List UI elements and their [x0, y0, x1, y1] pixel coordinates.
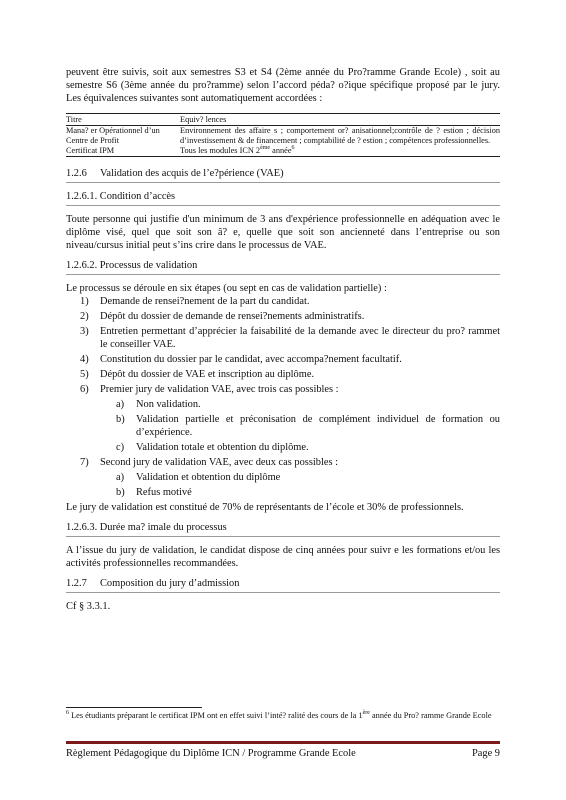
- row-equivalences-text-end: année: [270, 146, 292, 155]
- sub-list-item: [100, 441, 500, 454]
- superscript: ère: [362, 710, 370, 717]
- footnote-mark: 6: [66, 710, 69, 717]
- footnote-text: Les étudiants préparant le certificat IPM ont en effet suivi l’inté? ralité des cours de la 1: [69, 711, 363, 720]
- process-steps-list: [66, 295, 500, 499]
- duration-paragraph: A l’issue du jury de validation, le candidat dispose de cinq années pour suivr e les formations et/ou les activités professionnelles recommandées.: [66, 545, 500, 569]
- superscript: ème: [260, 145, 271, 152]
- sub-text: Validation et obtention du diplôme: [136, 472, 281, 483]
- section-number: 1.2.6: [66, 168, 87, 179]
- step-text: Dépôt du dossier de VAE et inscription au diplôme.: [100, 369, 315, 380]
- step-text: Constitution du dossier par le candidat, avec accompa?nement facultatif.: [100, 354, 402, 365]
- sub-marker: a): [116, 399, 125, 410]
- sub-marker: b): [116, 487, 125, 498]
- sub-list-item: [100, 413, 500, 439]
- equivalence-table-header: [66, 114, 500, 126]
- section-title: Composition du jury d’admission: [100, 578, 240, 589]
- step-text: Premier jury de validation VAE, avec trois cas possibles :: [100, 384, 339, 395]
- subsection-heading-1-2-6-1: 1.2.6.1. Condition d’accès: [66, 190, 500, 206]
- header-title: Titre: [66, 114, 180, 126]
- section-heading-1-2-6: [66, 167, 500, 183]
- list-item: [66, 353, 500, 366]
- process-lead: Le processus se déroule en six étapes (ou sept en cas de validation partielle) :: [66, 283, 387, 294]
- step-text: Second jury de validation VAE, avec deux cas possibles :: [100, 457, 338, 468]
- section-title: Validation des acquis de l’e?périence (VAE): [100, 168, 284, 179]
- step-text: Entretien permettant d’apprécier la faisabilité de la demande avec le directeur du pro? rammet le conseiller VAE.: [100, 326, 500, 350]
- step-marker: 5): [80, 369, 89, 380]
- section-heading-1-2-7: [66, 577, 500, 593]
- sub-list: [100, 471, 500, 499]
- step-text: Demande de rensei?nement de la part du candidat.: [100, 296, 310, 307]
- list-item: [66, 383, 500, 454]
- list-item: [66, 295, 500, 308]
- sub-marker: c): [116, 442, 125, 453]
- step-marker: 2): [80, 311, 89, 322]
- page-number: Page 9: [472, 748, 500, 759]
- sub-list-item: [100, 471, 500, 484]
- list-item: [66, 456, 500, 499]
- step-marker: 1): [80, 296, 89, 307]
- list-item: [66, 325, 500, 351]
- sub-list-item: [100, 398, 500, 411]
- footer-title: Règlement Pédagogique du Diplôme ICN / Programme Grande Ecole: [66, 748, 356, 759]
- cross-reference: Cf § 3.3.1.: [66, 601, 111, 612]
- footnote: [66, 711, 500, 721]
- sub-list: [100, 398, 500, 454]
- condition-paragraph: Toute personne qui justifie d'un minimum de 3 ans d'expérience professionnelle en adéquation avec le diplôme visé, quel que soit son â? e, quelle que soit son ancienneté dans l’entreprise ou son niveau/cursus initial peut s’ins crire dans le processus de VAE.: [66, 214, 500, 251]
- subsection-heading-1-2-6-3: 1.2.6.3. Durée ma? imale du processus: [66, 521, 500, 537]
- footnote-text-end: année du Pro? ramme Grande Ecole: [369, 711, 492, 720]
- footnote-ref: 6: [291, 145, 295, 152]
- sub-marker: a): [116, 472, 125, 483]
- step-marker: 3): [80, 326, 89, 337]
- sub-text: Validation totale et obtention du diplôme.: [136, 442, 309, 453]
- page-content: [66, 66, 500, 613]
- footnote-separator: [66, 707, 202, 708]
- sub-marker: b): [116, 414, 125, 425]
- row-title: Certificat IPM: [66, 146, 115, 155]
- page-footer: [66, 747, 500, 760]
- equivalence-row: [66, 126, 500, 147]
- header-equivalences: Equiv? lences: [180, 114, 500, 126]
- sub-text: Refus motivé: [136, 487, 192, 498]
- footer-rule: [66, 741, 500, 744]
- sub-list-item: [100, 486, 500, 499]
- row-equivalences: Environnement des affaire s ; comportement or? anisationnel;contrôle de ? estion ; décision d’investissement & de financement ; comptabilité de ? estion ; compétences professionnelles.: [180, 126, 500, 145]
- step-marker: 7): [80, 457, 89, 468]
- list-item: [66, 368, 500, 381]
- equivalence-row: [66, 146, 500, 157]
- sub-text: Non validation.: [136, 399, 201, 410]
- step-marker: 6): [80, 384, 89, 395]
- row-title: Mana? er Opérationnel d’un Centre de Profit: [66, 126, 160, 145]
- section-number: 1.2.7: [66, 578, 87, 589]
- list-item: [66, 310, 500, 323]
- subsection-heading-1-2-6-2: 1.2.6.2. Processus de validation: [66, 259, 500, 275]
- step-text: Dépôt du dossier de demande de rensei?nements administratifs.: [100, 311, 365, 322]
- row-equivalences-text: Tous les modules ICN 2: [180, 146, 261, 155]
- intro-paragraph: peuvent être suivis, soit aux semestres S3 et S4 (2ème année du Pro?ramme Grande Ecole) , soit au semestre S6 (3ème année du pro?ramme) selon l’accord péda? o?ique spécifique proposé par le jury. Les équivalences suivantes sont automatiquement accordées :: [66, 67, 500, 104]
- equivalence-table: [66, 113, 500, 157]
- step-marker: 4): [80, 354, 89, 365]
- sub-text: Validation partielle et préconisation de complément individuel de formation ou d’expérience.: [136, 414, 500, 438]
- jury-composition-paragraph: Le jury de validation est constitué de 70% de représentants de l’école et 30% de professionnels.: [66, 502, 464, 513]
- row-equivalences: [180, 146, 500, 157]
